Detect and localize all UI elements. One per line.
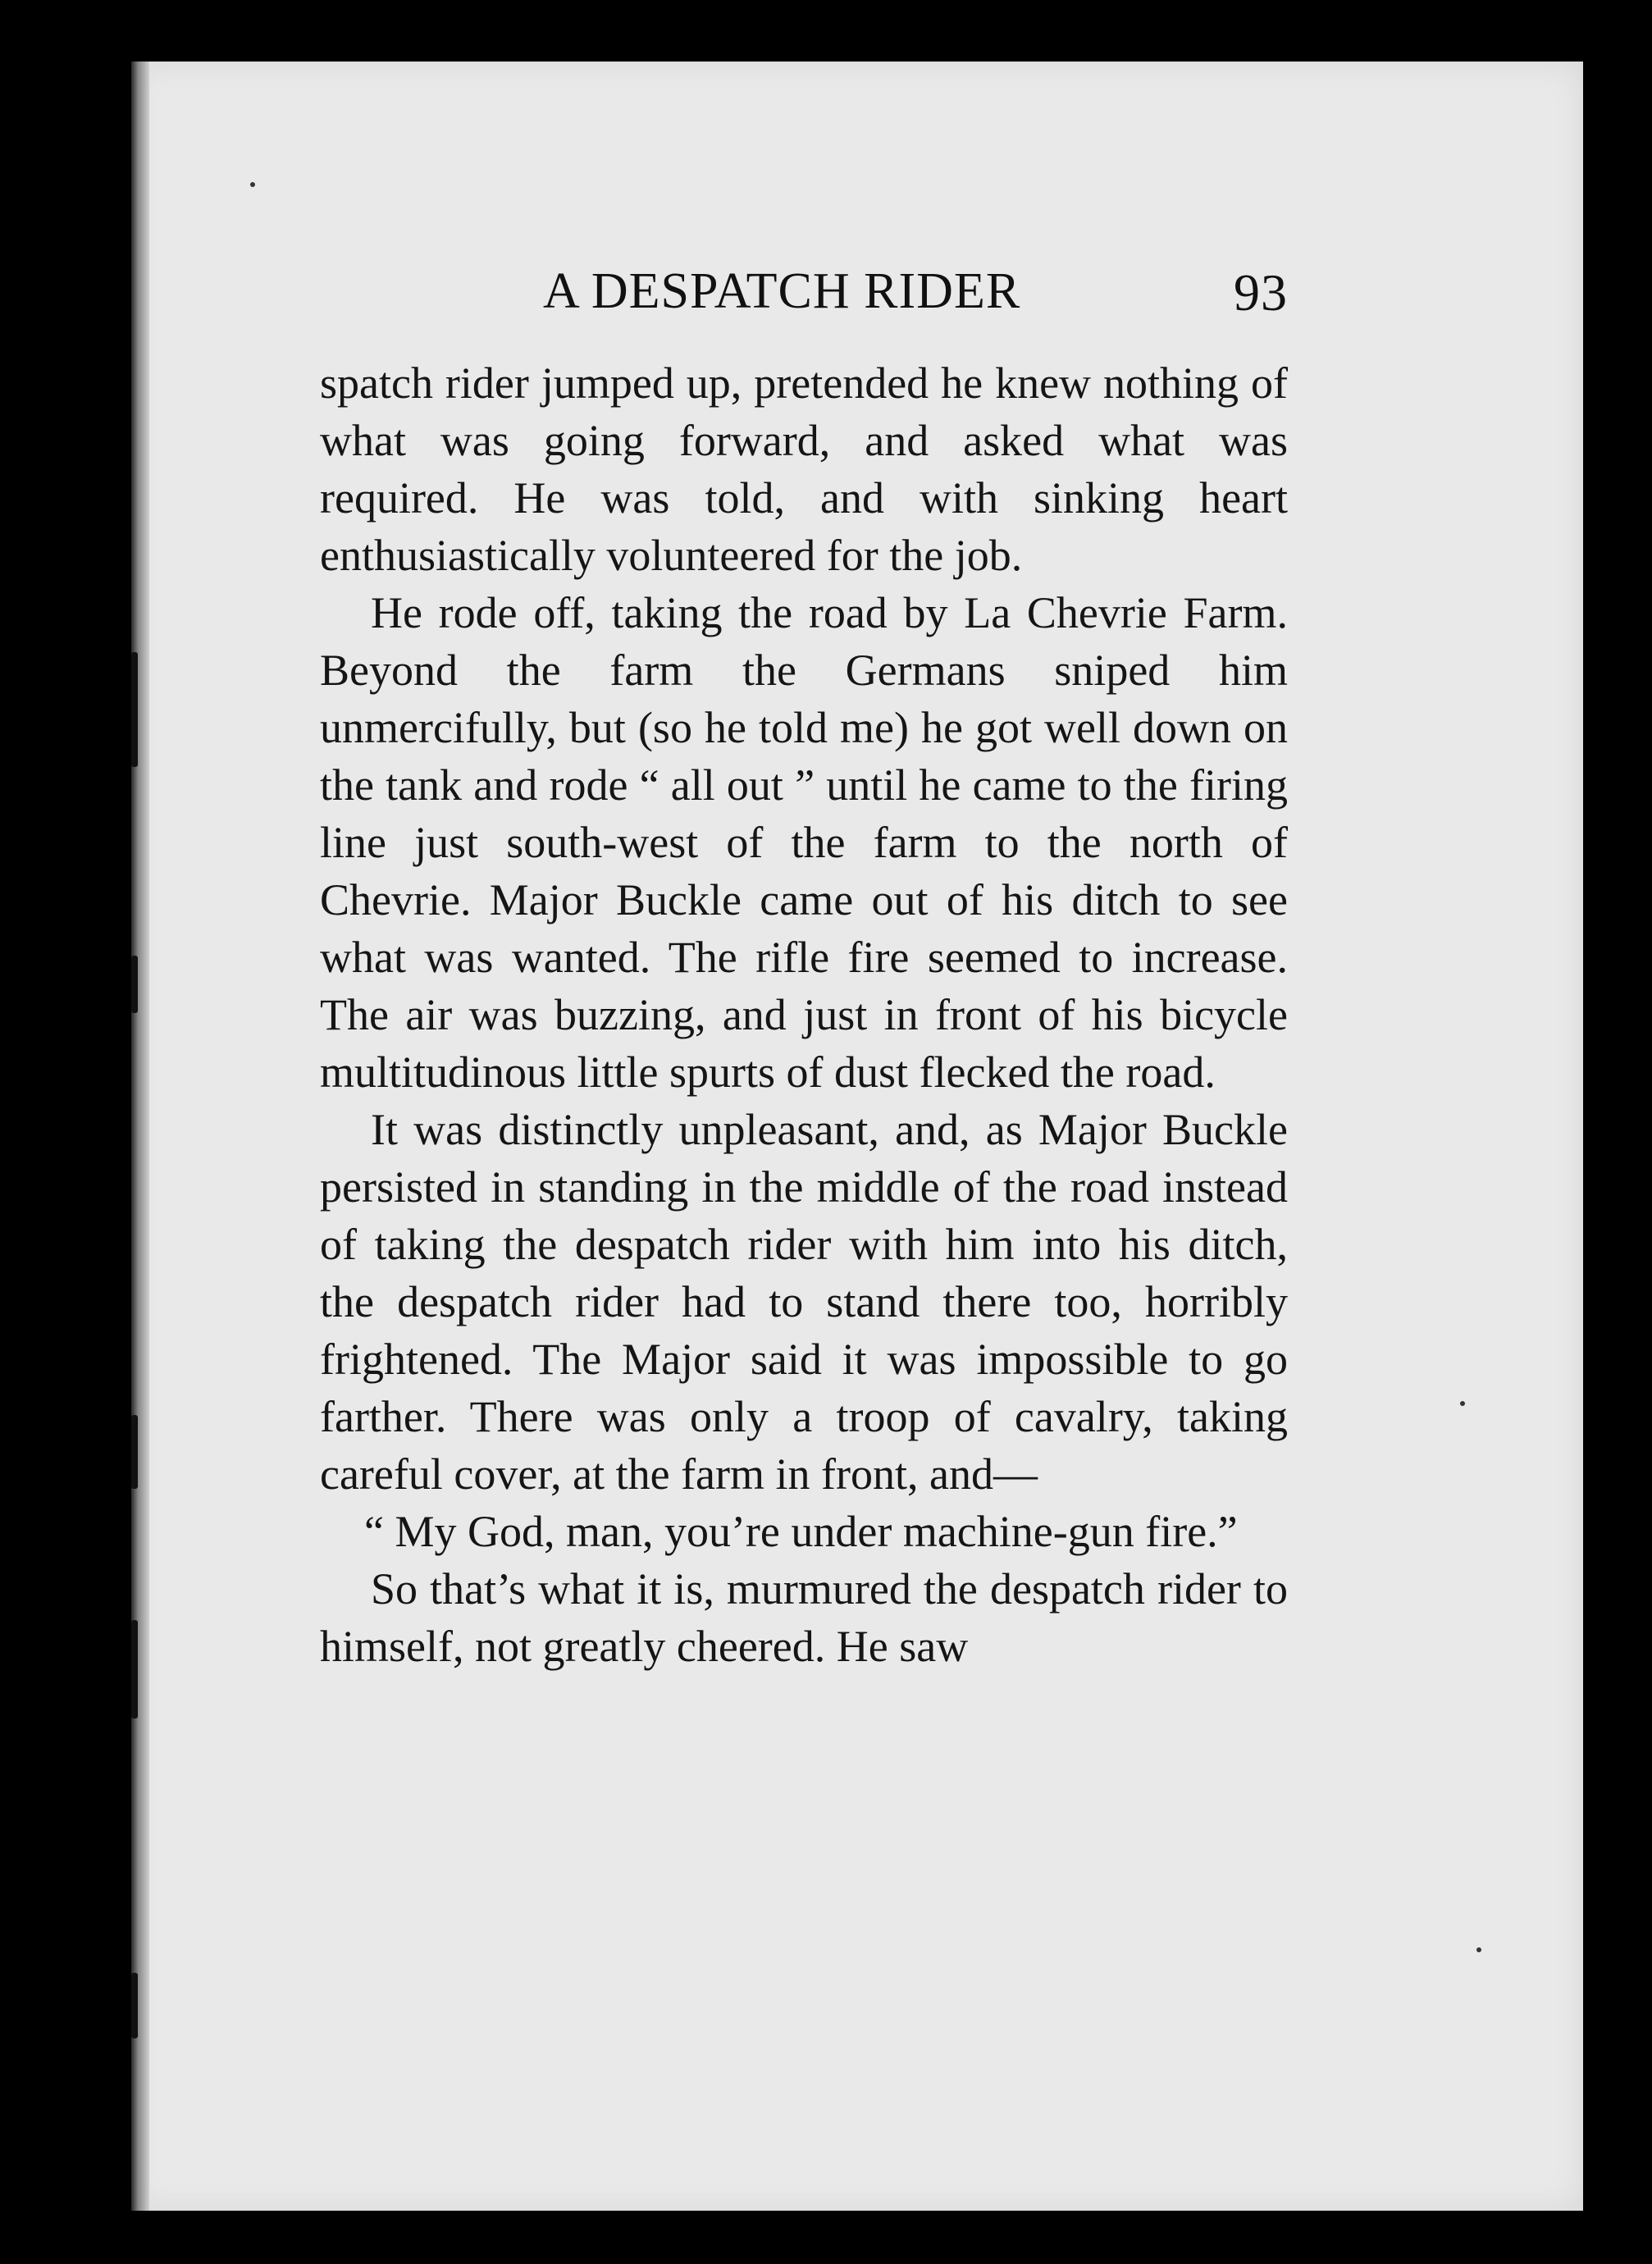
scan-speck [250, 182, 255, 187]
page-gutter [131, 62, 149, 2211]
gutter-shadow-mark [131, 1973, 138, 2038]
paragraph: He rode off, taking the road by La Chevrie Farm. Beyond the farm the Germans sniped him unmercifully, but (so he told me) he got well down on the tank and rode “ all out ” until he came to the firing line just south-west of the farm to the north of Chevrie. Major Buckle came out of his ditch to see what was wanted. The rifle fire seemed to increase. The air was buzzing, and just in front of his bicycle multitudinous little spurts of dust flecked the road. [320, 588, 1288, 1097]
gutter-shadow-mark [131, 1415, 138, 1489]
gutter-shadow-mark [131, 652, 138, 767]
gutter-shadow-mark [131, 956, 138, 1013]
body-text [320, 354, 1288, 1675]
scan-speck [1476, 1947, 1481, 1952]
quoted-dialogue: “ My God, man, you’re under machine-gun fire.” [364, 1507, 1238, 1556]
page-number: 93 [1234, 263, 1288, 322]
paragraph: It was distinctly unpleasant, and, as Major Buckle persisted in standing in the middle of the road instead of taking the despatch rider with him into his ditch, the despatch rider had to stand there too, horribly frightened. The Major said it was impossible to go farther. There was only a troop of cavalry, taking careful cover, at the farm in front, and— [320, 1105, 1288, 1499]
page-header [320, 262, 1288, 336]
paragraph: So that’s what it is, murmured the despatch rider to himself, not greatly cheered. He saw [320, 1564, 1288, 1671]
gutter-shadow-mark [131, 1620, 138, 1719]
running-head: A DESPATCH RIDER [543, 263, 1021, 319]
scan-speck [1460, 1401, 1465, 1406]
paragraph: spatch rider jumped up, pretended he knew nothing of what was going forward, and asked what was required. He was told, and with sinking heart enthusiastically volunteered for the job. [320, 358, 1288, 580]
